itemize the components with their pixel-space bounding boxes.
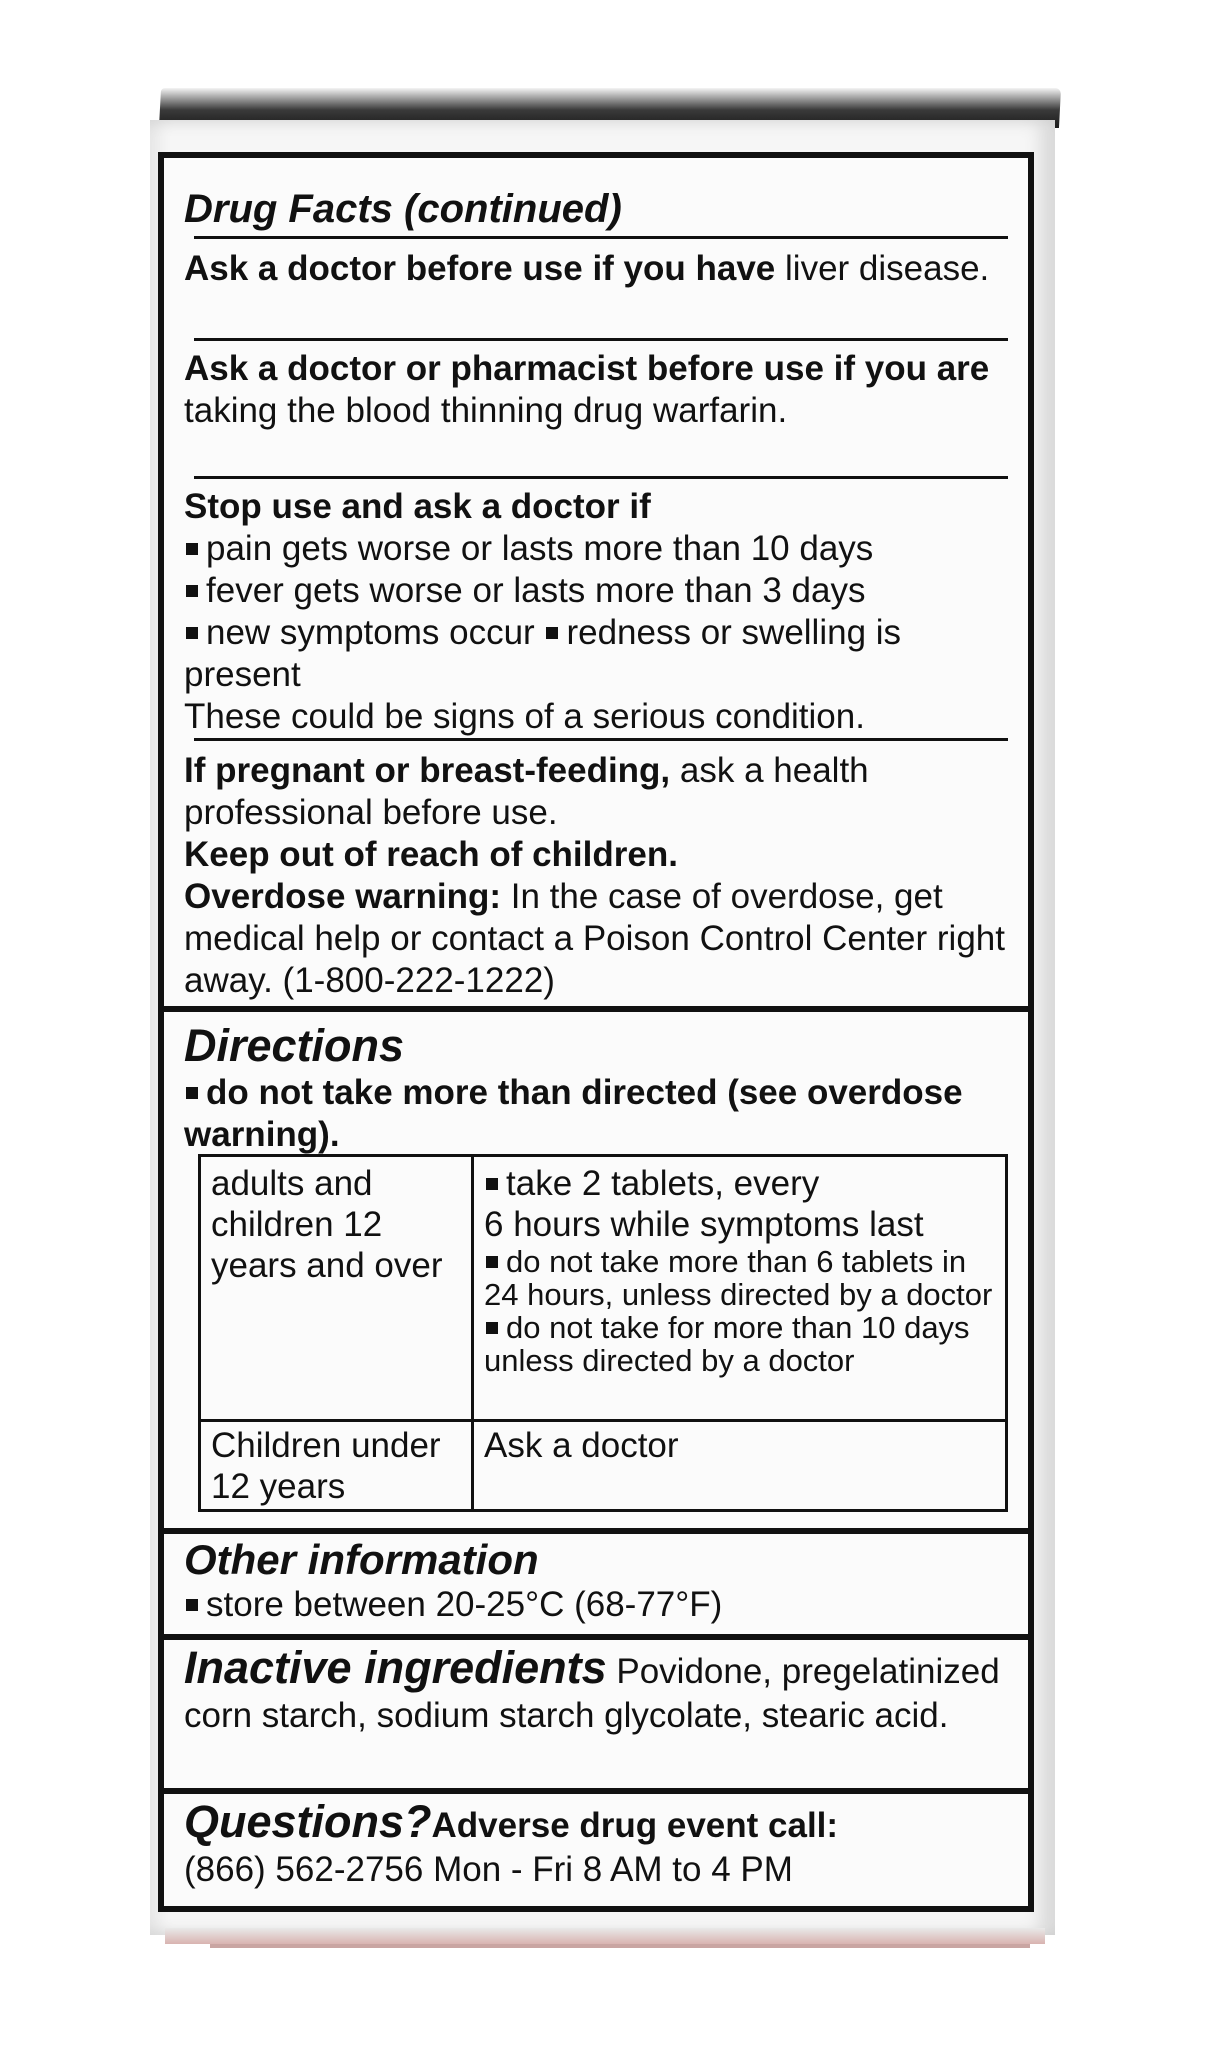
package-bottom-edge — [165, 1928, 1045, 1944]
table-row-divider — [201, 1419, 1005, 1422]
bullet-square-icon — [186, 543, 198, 555]
inactive-ingredients-section — [184, 1642, 1008, 1737]
warfarin-warning — [184, 348, 1008, 432]
divider — [194, 236, 1008, 239]
liver-warning-bold: Ask a doctor before use if you have — [184, 249, 776, 288]
section-divider — [164, 1634, 1028, 1640]
stop-use-heading: Stop use and ask a doctor if — [184, 487, 651, 526]
bullet-square-icon — [486, 1178, 498, 1190]
section-divider — [164, 1528, 1028, 1534]
bullet-square-icon — [186, 1599, 198, 1611]
bullet-square-icon — [186, 585, 198, 597]
drug-facts-title: Drug Facts (continued) — [184, 187, 622, 231]
bullet-square-icon — [546, 627, 558, 639]
bullet-square-icon — [486, 1322, 498, 1334]
section-divider — [164, 1006, 1028, 1012]
bullet-square-icon — [486, 1256, 498, 1268]
general-warnings — [184, 750, 1008, 1002]
pregnant-warning-bold: If pregnant or breast-feeding, — [184, 751, 671, 790]
dosage-group-children: Children under 12 years — [211, 1426, 441, 1506]
dosage-table — [198, 1154, 1008, 1512]
keep-out-warning: Keep out of reach of children. — [184, 835, 678, 874]
stop-use-note: These could be signs of a serious condition. — [184, 697, 865, 736]
warfarin-warning-bold: Ask a doctor or pharmacist before use if you are — [184, 349, 990, 388]
stop-use-item: fever gets worse or lasts more than 3 days — [184, 570, 1008, 612]
dosage-group-adults: adults and children 12 years and over — [211, 1164, 443, 1285]
inactive-ingredients-text: Povidone, pregelatinized corn starch, sodium starch glycolate, stearic acid. — [184, 1652, 1000, 1735]
directions-section — [184, 1020, 1008, 1156]
directions-heading: Directions — [184, 1020, 405, 1071]
questions-text: (866) 562-2756 Mon - Fri 8 AM to 4 PM — [184, 1850, 793, 1889]
stop-use-item: new symptoms occur redness or swelling is present — [184, 613, 902, 694]
stop-use-item: pain gets worse or lasts more than 10 days — [184, 528, 1008, 570]
package-bottom-shadow — [210, 1944, 1030, 1948]
liver-warning-text: liver disease. — [785, 249, 990, 288]
liver-warning — [184, 248, 1008, 290]
other-information-section — [184, 1536, 1008, 1626]
divider — [194, 476, 1008, 479]
directions-warning: do not take more than directed (see overdose warning). — [184, 1073, 963, 1154]
other-information-item: store between 20-25°C (68-77°F) — [184, 1584, 1008, 1626]
warfarin-warning-text: taking the blood thinning drug warfarin. — [184, 391, 788, 430]
divider — [194, 338, 1008, 341]
questions-section — [184, 1796, 1008, 1891]
bullet-square-icon — [186, 1087, 198, 1099]
section-divider — [164, 1788, 1028, 1794]
overdose-warning-text: In the case of overdose, get medical help or contact a Poison Control Center right away. (1-800-222-1222) — [184, 877, 1005, 1000]
drug-facts-panel — [158, 152, 1034, 1912]
questions-bold: Adverse drug event call: — [431, 1806, 839, 1845]
questions-heading: Questions? — [184, 1796, 432, 1847]
pregnant-warning-text: ask a health professional before use. — [184, 751, 869, 832]
bullet-square-icon — [186, 627, 198, 639]
stop-use-section — [184, 486, 1008, 738]
dosage-instructions-children: Ask a doctor — [484, 1426, 679, 1465]
divider — [194, 738, 1008, 741]
table-column-divider — [471, 1157, 474, 1509]
drug-facts-title-section — [184, 186, 1008, 232]
inactive-ingredients-heading: Inactive ingredients — [184, 1642, 607, 1693]
dosage-instructions-adults: take 2 tablets, every 6 hours while symptoms last do not take more than 6 tablets in 24 hours, unless directed by a doctor do not take for more than 10 days unless directed by a doctor — [484, 1164, 993, 1378]
other-information-heading: Other information — [184, 1536, 539, 1583]
overdose-warning-bold: Overdose warning: — [184, 877, 502, 916]
